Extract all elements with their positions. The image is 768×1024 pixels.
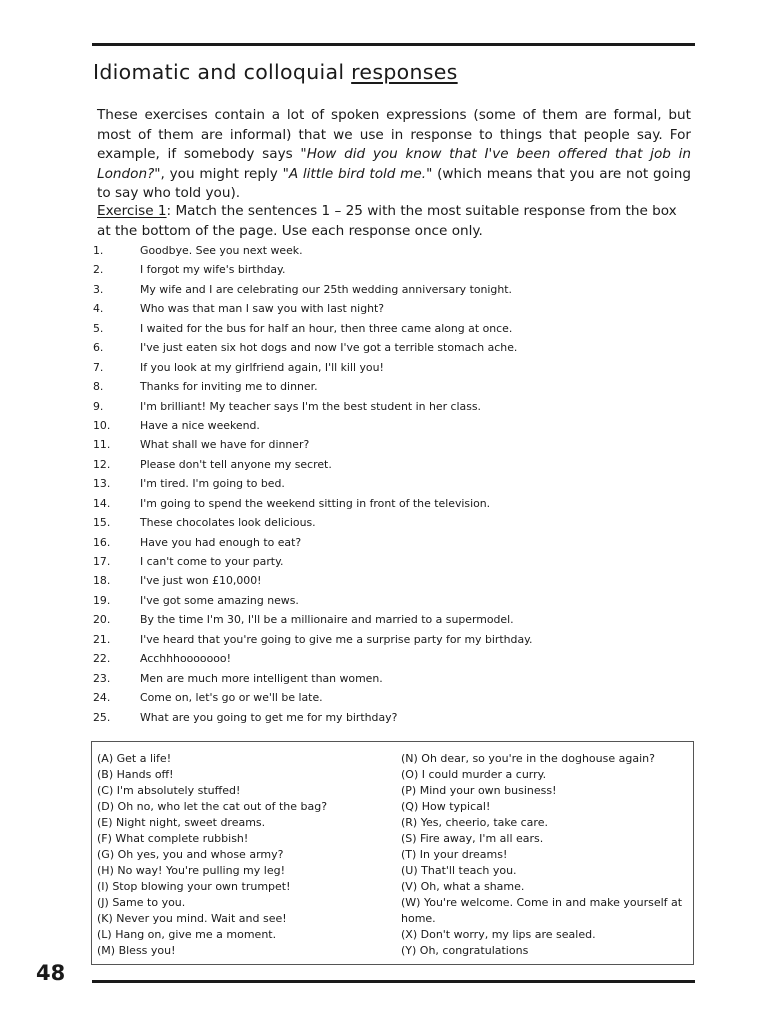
sentence-text: I waited for the bus for half an hour, then three came along at once. [140,321,513,335]
sentence-item [93,474,693,493]
bottom-rule [92,980,695,983]
sentence-number: 2. [93,263,104,277]
response-option: (U) That'll teach you. [401,864,517,877]
response-option: (C) I'm absolutely stuffed! [97,784,241,797]
sentence-number: 19. [93,593,111,607]
sentence-text: I've just eaten six hot dogs and now I've got a terrible stomach ache. [140,341,518,355]
sentence-text: I can't come to your party. [140,555,284,568]
response-option: (I) Stop blowing your own trumpet! [97,880,291,893]
sentence-item [93,280,693,299]
sentence-number: 1. [93,244,104,257]
sentence-text: These chocolates look delicious. [140,516,316,530]
response-option: (F) What complete rubbish! [97,832,249,845]
sentence-number: 4. [93,302,104,316]
exercise-label: Exercise 1 [97,203,167,219]
sentence-item [93,610,693,629]
sentence-text: Who was that man I saw you with last night? [140,302,385,316]
sentence-item [93,358,693,377]
sentence-text: I forgot my wife's birthday. [140,263,286,277]
response-option: (N) Oh dear, so you're in the doghouse again? [401,752,655,765]
sentence-item [93,533,693,552]
intro-example-quote: How did you know that I've been offered that job in London? [97,146,691,182]
responses-left-column [97,751,392,959]
sentence-item [93,397,693,416]
response-option: (E) Night night, sweet dreams. [97,816,266,829]
sentence-number: 20. [93,613,111,627]
intro-part3: " (which means that you are not going to say who told you). [97,165,691,201]
response-option: (G) Oh yes, you and whose army? [97,848,284,861]
sentence-text: Acchhhooooooo! [140,652,231,666]
sentence-text: Men are much more intelligent than women. [140,671,383,685]
intro-part1: These exercises contain a lot of spoken expressions (some of them are formal, but most of them are informal) that we use in response to things that people say. For example, if somebody says " [97,107,691,162]
response-option: (P) Mind your own business! [401,784,557,797]
page-number: 48 [36,961,66,985]
response-option: (M) Bless you! [97,944,176,957]
sentence-number: 25. [93,710,111,724]
sentence-text: I'm brilliant! My teacher says I'm the best student in her class. [140,399,482,413]
sentence-text: What are you going to get me for my birthday? [140,710,398,724]
sentence-text: By the time I'm 30, I'll be a millionaire and married to a supermodel. [140,613,514,627]
sentence-item [93,377,693,396]
sentence-text: Come on, let's go or we'll be late. [140,691,323,705]
sentence-text: I'm going to spend the weekend sitting in front of the television. [140,496,491,510]
response-option: (J) Same to you. [97,896,186,909]
sentence-number: 18. [93,574,111,588]
responses-right-column [401,751,690,959]
sentence-number: 11. [93,438,111,452]
sentence-number: 24. [93,691,111,705]
title-underlined: responses [351,60,458,84]
sentence-list [93,241,693,727]
exercise-instruction [97,202,691,241]
sentence-number: 14. [93,496,111,510]
responses-box [91,741,694,965]
sentence-number: 10. [93,418,111,432]
sentence-text: Thanks for inviting me to dinner. [140,380,318,394]
sentence-number: 5. [93,321,104,335]
sentence-number: 9. [93,399,104,413]
response-option: (T) In your dreams! [401,848,508,861]
response-option: (L) Hang on, give me a moment. [97,928,277,941]
sentence-item [93,435,693,454]
sentence-text: Goodbye. See you next week. [140,244,303,257]
response-option: (B) Hands off! [97,768,174,781]
sentence-number: 15. [93,516,111,530]
title-main: Idiomatic and colloquial [93,60,352,84]
sentence-number: 13. [93,477,111,491]
sentence-item [93,669,693,688]
sentence-number: 7. [93,360,104,374]
sentence-text: What shall we have for dinner? [140,438,310,452]
sentence-item [93,708,693,727]
response-option: (R) Yes, cheerio, take care. [401,816,548,829]
sentence-text: Have you had enough to eat? [140,535,302,549]
sentence-item [93,552,693,571]
response-option: (V) Oh, what a shame. [401,880,525,893]
response-option: (D) Oh no, who let the cat out of the bag? [97,800,328,813]
response-option: (S) Fire away, I'm all ears. [401,832,544,845]
response-option: (X) Don't worry, my lips are sealed. [401,928,596,941]
sentence-item [93,591,693,610]
sentence-number: 12. [93,457,111,471]
sentence-item [93,416,693,435]
sentence-text: My wife and I are celebrating our 25th wedding anniversary tonight. [140,282,512,296]
sentence-item [93,688,693,707]
sentence-item [93,241,693,260]
sentence-item [93,260,693,279]
sentence-item [93,513,693,532]
sentence-text: I've just won £10,000! [140,574,262,588]
response-option: (H) No way! You're pulling my leg! [97,864,285,877]
intro-example-reply: A little bird told me. [288,165,427,182]
sentence-number: 3. [93,282,104,296]
sentence-text: I've heard that you're going to give me a surprise party for my birthday. [140,632,533,646]
sentence-item [93,299,693,318]
sentence-number: 8. [93,380,104,394]
intro-paragraph [97,106,691,204]
sentence-number: 22. [93,652,111,666]
sentence-number: 21. [93,632,111,646]
response-option: (Q) How typical! [401,800,491,813]
response-option: (A) Get a life! [97,752,172,765]
sentence-number: 23. [93,671,111,685]
page-title [93,60,458,84]
response-option: (O) I could murder a curry. [401,768,547,781]
response-option: (W) You're welcome. Come in and make yourself at home. [401,896,683,925]
sentence-number: 6. [93,341,104,355]
sentence-item [93,649,693,668]
sentence-text: Have a nice weekend. [140,418,260,432]
sentence-number: 16. [93,535,111,549]
sentence-item [93,571,693,590]
sentence-item [93,319,693,338]
exercise-text: : Match the sentences 1 – 25 with the most suitable response from the box at the bottom of the page. Use each response once only. [97,203,677,239]
sentence-text: I've got some amazing news. [140,593,299,607]
response-option: (Y) Oh, congratulations [401,944,529,957]
sentence-number: 17. [93,555,111,568]
sentence-item [93,455,693,474]
sentence-text: Please don't tell anyone my secret. [140,457,332,471]
sentence-text: If you look at my girlfriend again, I'll kill you! [140,360,384,374]
sentence-item [93,338,693,357]
sentence-item [93,494,693,513]
intro-part2: ", you might reply " [154,165,289,182]
response-option: (K) Never you mind. Wait and see! [97,912,287,925]
sentence-item [93,630,693,649]
sentence-text: I'm tired. I'm going to bed. [140,477,285,491]
top-rule [92,43,695,46]
